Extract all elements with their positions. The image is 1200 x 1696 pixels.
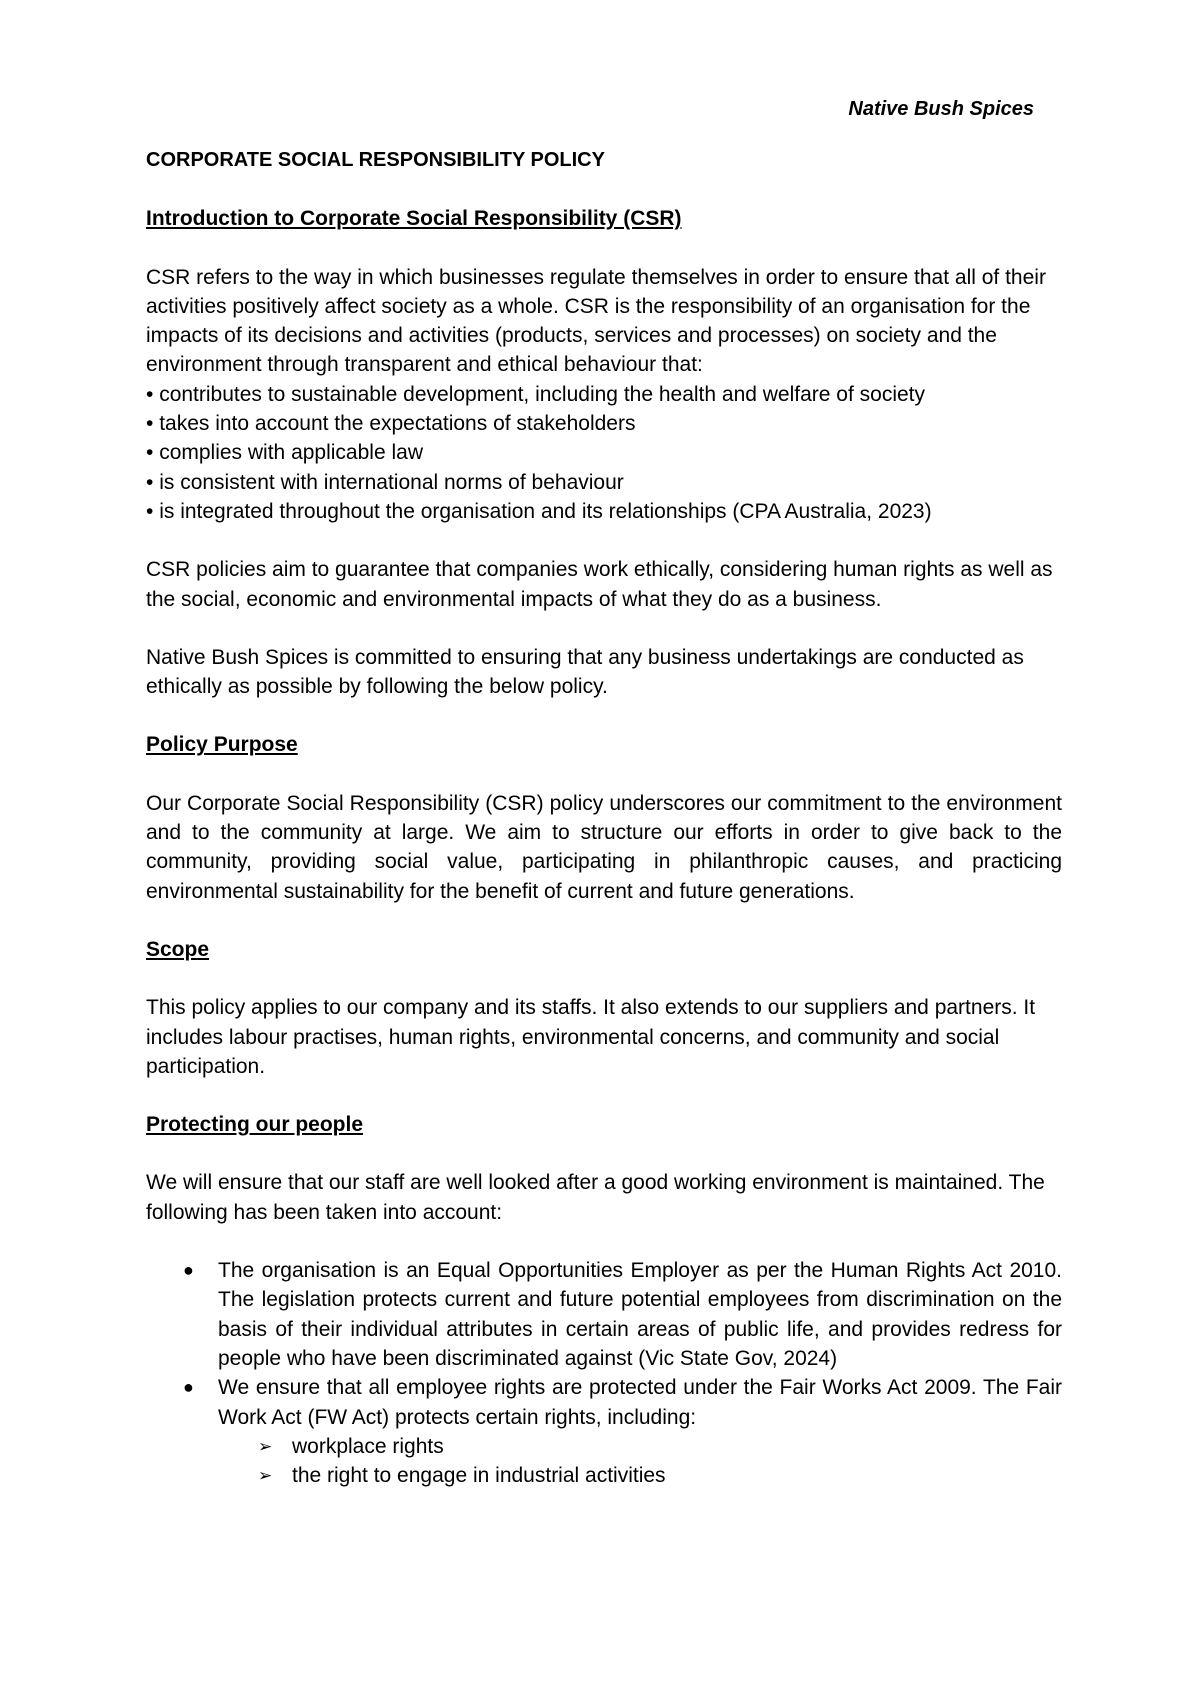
list-item: ● The organisation is an Equal Opportunities Employer as per the Human Rights Act 2010. The legislation protects current and future potential employees from discrimination on the basis of their individual attributes in certain areas of public life, and provides redress for people who have been discriminated against (Vic State Gov, 2024): [146, 1256, 1062, 1373]
list-item: ➢ the right to engage in industrial activities: [258, 1461, 1062, 1490]
list-item: • contributes to sustainable development, including the health and welfare of society: [146, 380, 1062, 409]
people-paragraph: We will ensure that our staff are well looked after a good working environment is maintained. The following has been taken into account:: [146, 1171, 1045, 1224]
rights-sub-list: [218, 1432, 1062, 1491]
intro-heading: Introduction to Corporate Social Responsibility (CSR): [146, 207, 682, 231]
purpose-heading: Policy Purpose: [146, 733, 298, 757]
scope-heading: Scope: [146, 937, 210, 961]
bullet-icon: ●: [183, 1377, 194, 1398]
list-item: • complies with applicable law: [146, 438, 1062, 467]
list-item: • is integrated throughout the organisation and its relationships (CPA Australia, 2023): [146, 497, 1062, 526]
bullet-icon: ●: [183, 1260, 194, 1281]
intro-bullet-list: [146, 380, 1062, 526]
list-item: ➢ workplace rights: [258, 1432, 1062, 1461]
page-title: CORPORATE SOCIAL RESPONSIBILITY POLICY: [146, 149, 605, 171]
purpose-paragraph: Our Corporate Social Responsibility (CSR) policy underscores our commitment to the environment and to the community at large. We aim to structure our efforts in order to give back to the community, providing social value, participating in philanthropic causes, and practicing environmental sustainability for the benefit of current and future generations.: [146, 791, 1062, 903]
list-item: • is consistent with international norms of behaviour: [146, 468, 1062, 497]
list-item: • takes into account the expectations of stakeholders: [146, 409, 1062, 438]
intro-paragraph-2: CSR policies aim to guarantee that companies work ethically, considering human rights as well as the social, economic and environmental impacts of what they do as a business.: [146, 558, 1053, 611]
intro-paragraph-3: Native Bush Spices is committed to ensuring that any business undertakings are conducted as ethically as possible by following the below policy.: [146, 645, 1024, 699]
people-list: [146, 1256, 1062, 1490]
arrow-bullet-icon: ➢: [258, 1466, 273, 1486]
header-company: Native Bush Spices: [848, 98, 1034, 120]
arrow-bullet-icon: ➢: [258, 1436, 273, 1456]
intro-paragraph: CSR refers to the way in which businesses regulate themselves in order to ensure that all of their activities positively affect society as a whole. CSR is the responsibility of an organisation for the impacts of its decisions and activities (products, services and processes) on society and the environment through transparent and ethical behaviour that:: [146, 265, 1046, 377]
document-body: [146, 146, 1062, 1490]
list-item: ● We ensure that all employee rights are protected under the Fair Works Act 2009. The Fair Work Act (FW Act) protects certain rights, including: ➢ workplace rights ➢ the right to engage in industrial activities: [146, 1373, 1062, 1490]
scope-paragraph: This policy applies to our company and its staffs. It also extends to our suppliers and partners. It includes labour practises, human rights, environmental concerns, and community and social participation.: [146, 996, 1036, 1078]
people-heading: Protecting our people: [146, 1113, 364, 1137]
